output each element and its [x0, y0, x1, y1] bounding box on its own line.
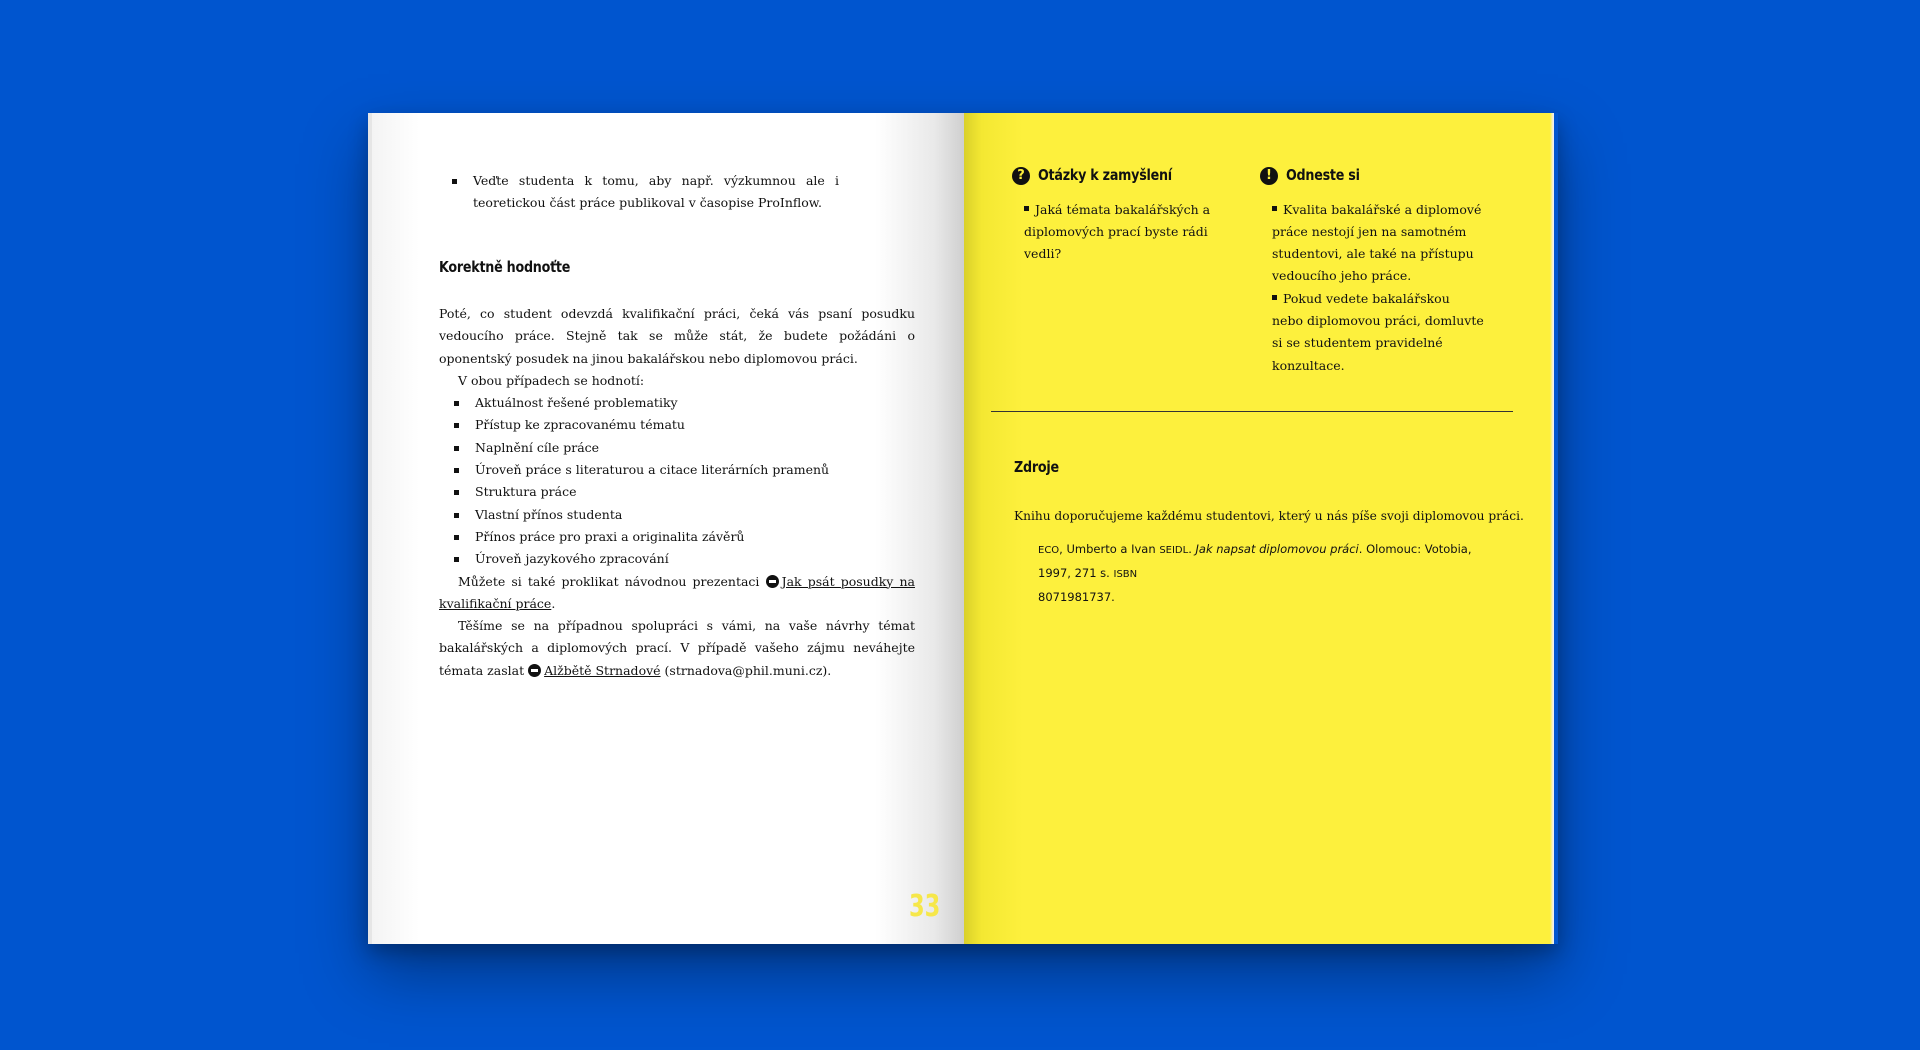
presentation-paragraph	[439, 571, 915, 616]
page-edge	[1550, 113, 1554, 944]
left-page	[368, 113, 964, 944]
link-icon	[528, 664, 541, 677]
criteria-item: Aktuálnost řešené problematiky	[439, 392, 915, 414]
contact-email: (strnadova@phil.muni.cz).	[664, 662, 832, 678]
top-bullet-list	[437, 170, 839, 215]
criteria-item: Úroveň jazykového zpracování	[439, 548, 915, 570]
criteria-item: Přínos práce pro praxi a originalita závěrů	[439, 526, 915, 548]
exclamation-icon: !	[1260, 167, 1278, 185]
contact-link[interactable]: Alžbětě Strnadové	[544, 662, 661, 678]
presentation-link[interactable]: Jak psát posudky na kvalifikační práce	[439, 573, 915, 611]
contact-paragraph	[439, 615, 915, 682]
takeaways-box	[1260, 165, 1500, 377]
section-heading: Korektně hodnoťte	[439, 258, 571, 276]
question-icon: ?	[1012, 167, 1030, 185]
criteria-item: Vlastní přínos studenta	[439, 504, 915, 526]
list-item: Jaká témata bakalářských a diplomových prací byste rádi vedli?	[1024, 201, 1211, 262]
period: .	[551, 595, 556, 611]
questions-list	[1012, 199, 1226, 266]
presentation-text: Můžete si také proklikat návodnou prezentaci	[458, 573, 760, 589]
page-number: 33	[909, 889, 941, 924]
contact-text: Těšíme se na případnou spolupráci s vámi, na vaše návrhy témat bakalářských a diplomových prací. V případě vašeho zájmu neváhejte témata zaslat	[439, 618, 915, 678]
list-item: Pokud vedete bakalářskou nebo diplomovou práci, domluvte si se studentem pravidelné konzultace.	[1272, 290, 1484, 373]
reference-entry: ECO, Umberto a Ivan SEIDL. Jak napsat diplomovou práci. Olomouc: Votobia, 1997, 271 s. ISBN 8071981737.	[1038, 542, 1472, 604]
criteria-item: Struktura práce	[439, 481, 915, 503]
criteria-item: Naplnění cíle práce	[439, 437, 915, 459]
takeaways-list	[1260, 199, 1484, 377]
right-page	[964, 113, 1554, 944]
criteria-list	[439, 392, 915, 570]
questions-title: Otázky k zamyšlení	[1038, 166, 1172, 184]
link-icon	[766, 575, 779, 588]
paragraph: Poté, co student odevzdá kvalifikační práci, čeká vás psaní posudku vedoucího práce. Stejně tak se může stát, že budete požádáni o oponentský posudek na jinou bakalářskou nebo diplomovou práci.	[439, 306, 915, 366]
takeaways-header	[1260, 165, 1500, 185]
list-item: Kvalita bakalářské a diplomové práce nestojí jen na samotném studentovi, ale také na přístupu vedoucího jeho práce.	[1272, 201, 1482, 284]
criteria-item: Úroveň práce s literaturou a citace literárních pramenů	[439, 459, 915, 481]
list-item: Veďte studenta k tomu, aby např. výzkumnou ale i teoretickou část práce publikoval v časopise ProInflow.	[437, 170, 839, 215]
sources-title: Zdroje	[1014, 458, 1059, 476]
section-divider	[991, 411, 1513, 412]
questions-box	[1012, 165, 1242, 265]
criteria-intro: V obou případech se hodnotí:	[458, 372, 645, 388]
questions-header	[1012, 165, 1242, 185]
review-text	[439, 303, 915, 682]
takeaways-title: Odneste si	[1286, 166, 1360, 184]
sources-intro: Knihu doporučujeme každému studentovi, který u nás píše svoji diplomovou práci.	[1014, 509, 1524, 523]
criteria-item: Přístup ke zpracovanému tématu	[439, 414, 915, 436]
open-book	[368, 113, 1558, 944]
